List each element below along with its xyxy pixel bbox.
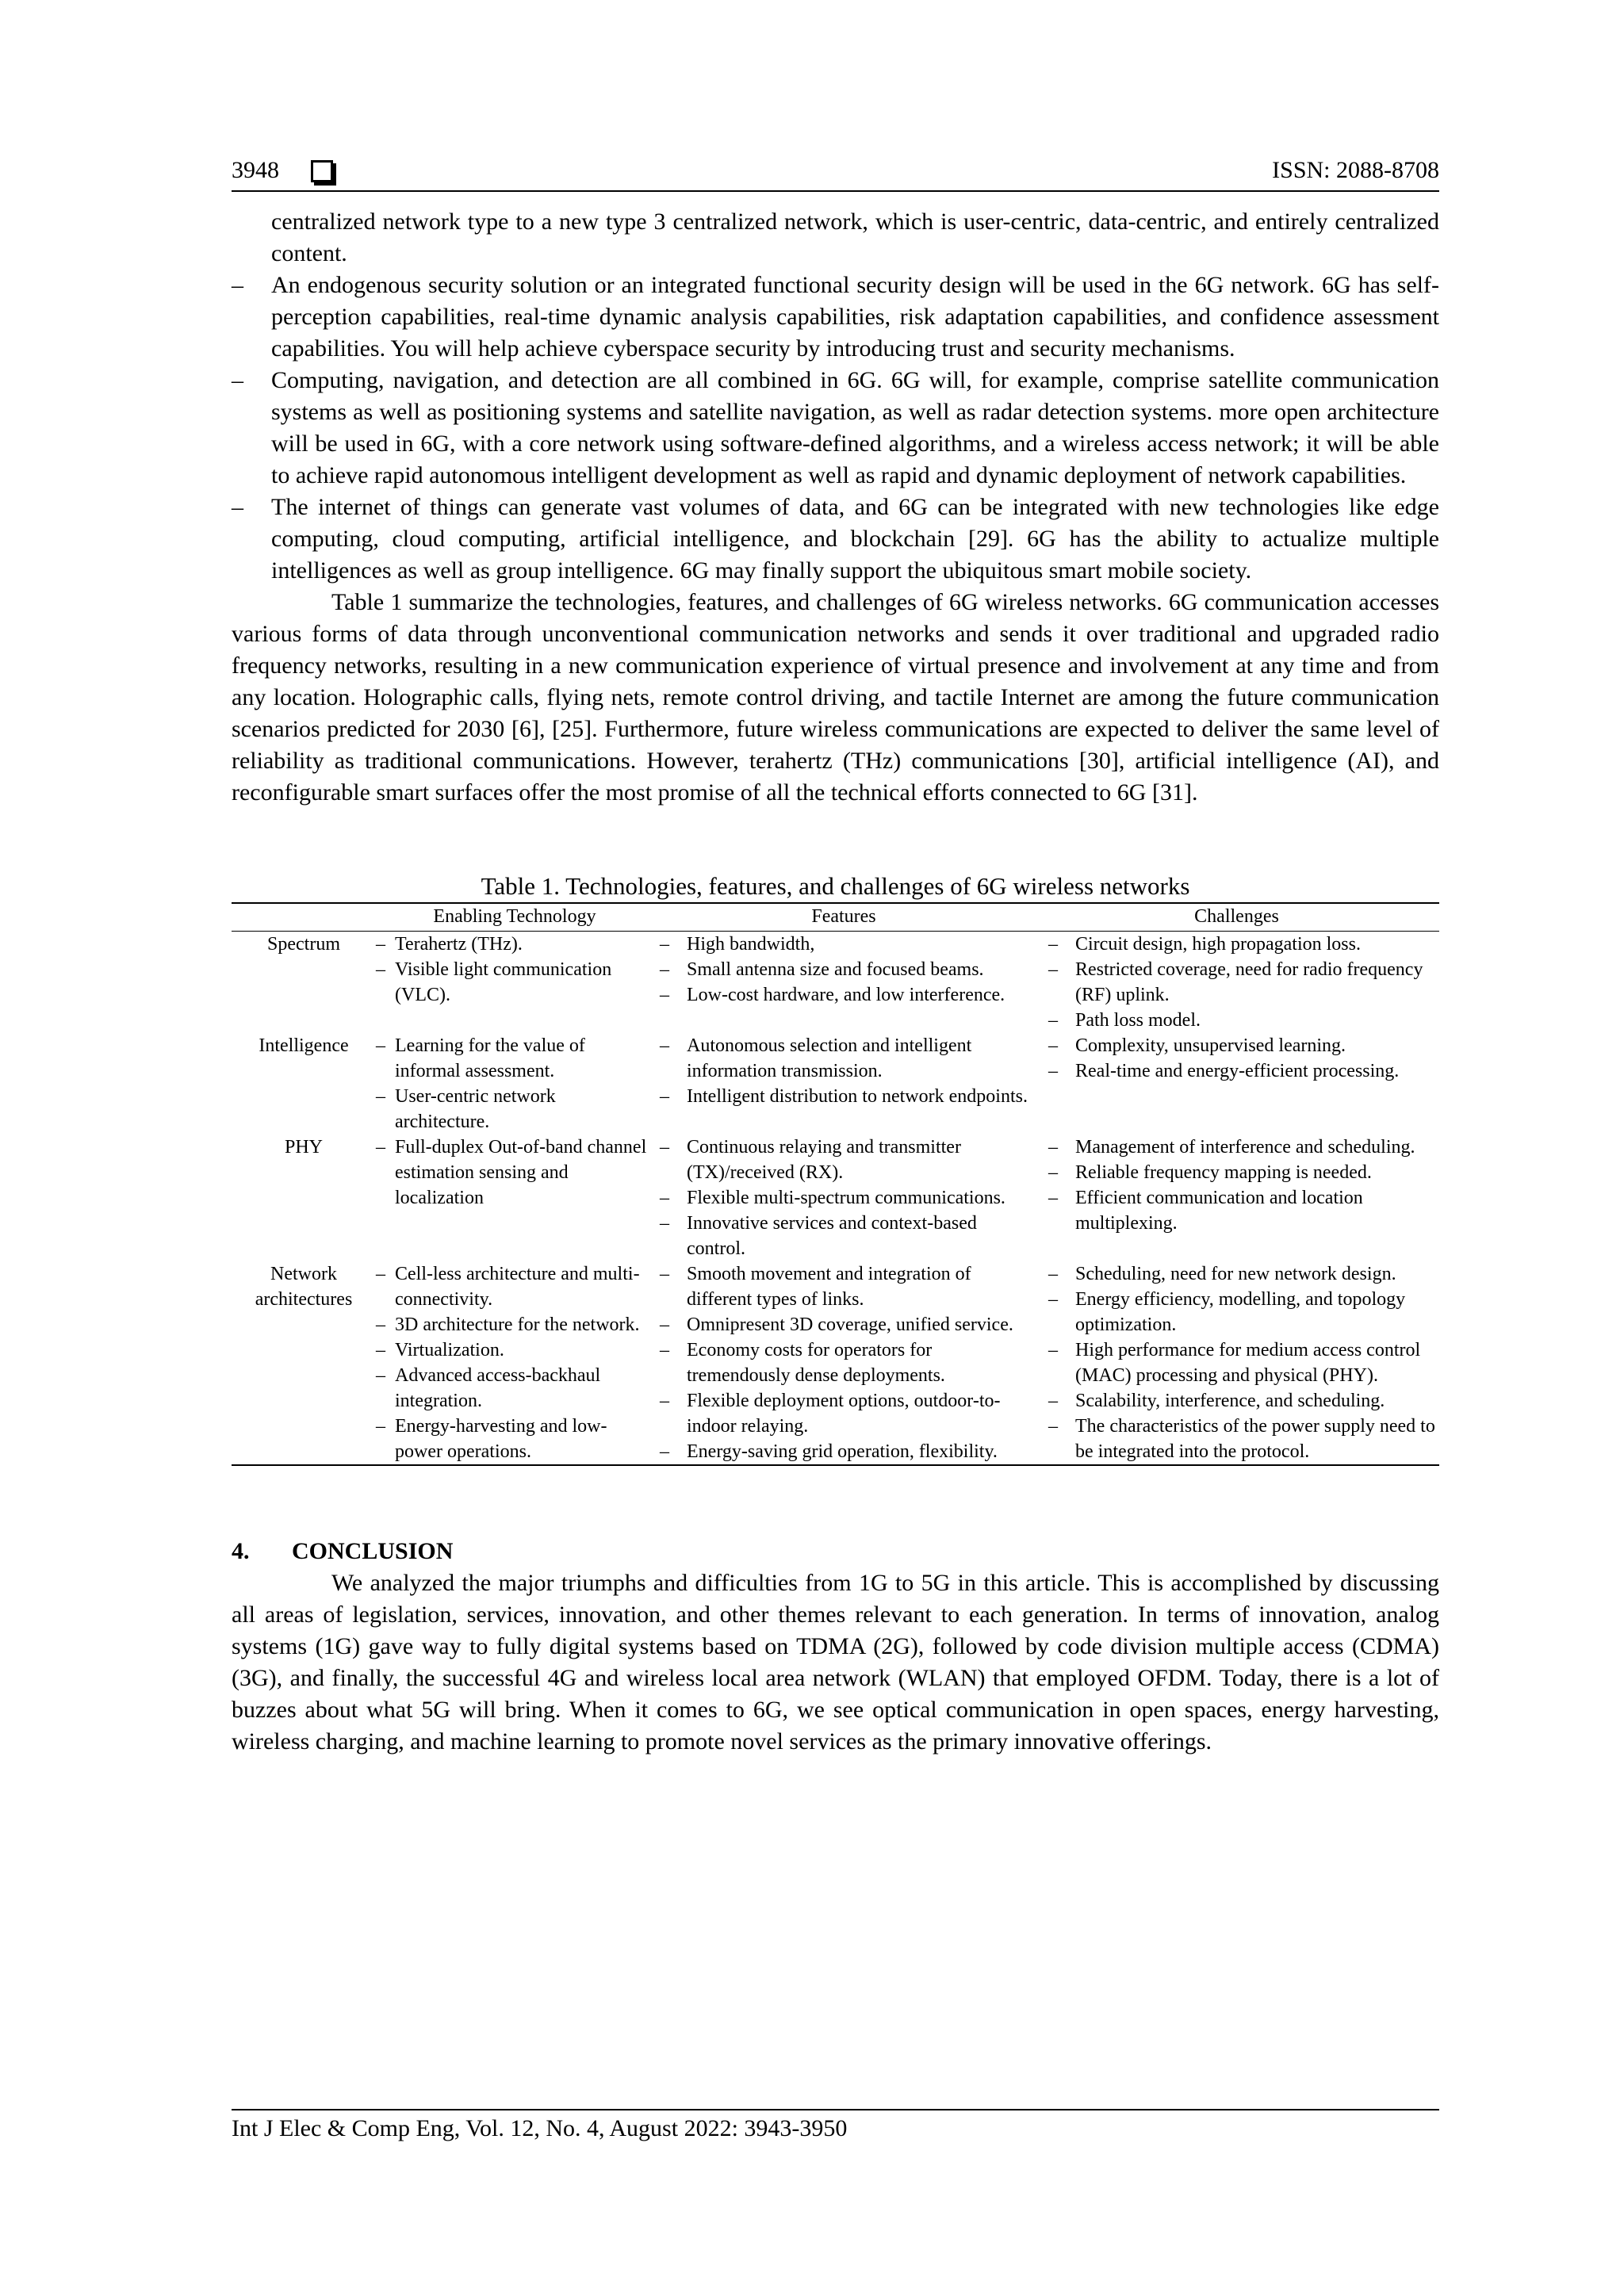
table-header-cell: Challenges	[1034, 903, 1439, 932]
challenge-item: – Restricted coverage, need for radio frequency (RF) uplink.	[1048, 957, 1439, 1008]
tech-item: – User-centric network architecture.	[376, 1084, 653, 1135]
feature-item: – Innovative services and context-based control.	[660, 1211, 1034, 1261]
tech-item: – Virtualization.	[376, 1337, 653, 1363]
tech-item: – Full-duplex Out-of-band channel estimation sensing and localization	[376, 1135, 653, 1211]
body-paragraph: Table 1 summarize the technologies, features, and challenges of 6G wireless networks. 6G communication accesses various forms of data through unconventional communication networks and sends it over traditional and upgraded radio frequency networks, resulting in a new communication experience of virtual presence and involvement at any time and from any location. Holographic calls, flying nets, remote control driving, and tactile Internet are among the future communication scenarios predicted for 2030 [6], [25]. Furthermore, future wireless communications are expected to deliver the same level of reliability as traditional communications. However, terahertz (THz) communications [30], artificial intelligence (AI), and reconfigurable smart surfaces offer the most promise of all the technical efforts connected to 6G [31].	[232, 589, 1439, 806]
feature-item: – Intelligent distribution to network endpoints.	[660, 1084, 1034, 1109]
challenge-item: – Circuit design, high propagation loss.	[1048, 932, 1439, 957]
issn: ISSN: 2088-8708	[1272, 157, 1439, 183]
tech-item: – Energy-harvesting and low-power operations.	[376, 1414, 653, 1464]
section-title: CONCLUSION	[292, 1538, 454, 1564]
page-number: 3948	[232, 157, 279, 183]
page-footer	[232, 2109, 1439, 2142]
challenge-item: – Scalability, interference, and scheduling.	[1048, 1388, 1439, 1414]
row-category: Network architectures	[255, 1264, 353, 1310]
feature-item: – Omnipresent 3D coverage, unified service.	[660, 1312, 1034, 1337]
table-header-cell: Features	[653, 903, 1034, 932]
tech-item: – Terahertz (THz).	[376, 932, 653, 957]
feature-item: – Low-cost hardware, and low interference.	[660, 982, 1034, 1008]
challenge-item: – High performance for medium access control (MAC) processing and physical (PHY).	[1048, 1337, 1439, 1388]
table-row	[232, 1261, 1439, 1465]
checkbox-square-icon	[311, 160, 333, 182]
page-header	[232, 157, 1439, 192]
tech-item: – Cell-less architecture and multi-connectivity.	[376, 1261, 653, 1312]
row-category: Spectrum	[267, 934, 340, 955]
table-caption: Table 1. Technologies, features, and challenges of 6G wireless networks	[481, 872, 1190, 900]
feature-item: – High bandwidth,	[660, 932, 1034, 957]
challenge-item: – Scheduling, need for new network design.	[1048, 1261, 1439, 1287]
feature-item: – Energy-saving grid operation, flexibility.	[660, 1439, 1034, 1464]
feature-item: – Autonomous selection and intelligent information transmission.	[660, 1033, 1034, 1084]
feature-item: – Flexible multi-spectrum communications.	[660, 1185, 1034, 1211]
table-header-cell: Enabling Technology	[376, 903, 653, 932]
tech-item: – Visible light communication (VLC).	[376, 957, 653, 1008]
section-number: 4.	[232, 1538, 250, 1564]
continued-bullet: centralized network type to a new type 3 centralized network, which is user-centric, data-centric, and entirely centralized content.	[271, 209, 1439, 266]
table-6g	[232, 902, 1439, 1466]
table-row	[232, 932, 1439, 1034]
tech-item: – Learning for the value of informal assessment.	[376, 1033, 653, 1084]
bullet-item: – An endogenous security solution or an integrated functional security design will be used in the 6G network. 6G has self-perception capabilities, real-time dynamic analysis capabilities, risk adaptation capabilities, and confidence assessment capabilities. You will help achieve cyberspace security by introducing trust and security mechanisms.	[232, 270, 1439, 365]
table-header-row	[232, 903, 1439, 932]
tech-item: – 3D architecture for the network.	[376, 1312, 653, 1337]
conclusion-paragraph: We analyzed the major triumphs and difficulties from 1G to 5G in this article. This is accomplished by discussing all areas of legislation, services, innovation, and other themes relevant to each generation. In terms of innovation, analog systems (1G) gave way to fully digital systems based on TDMA (2G), followed by code division multiple access (CDMA) (3G), and finally, the successful 4G and wireless local area network (WLAN) that employed OFDM. Today, there is a lot of buzzes about what 5G will bring. When it comes to 6G, we see optical communication in open spaces, energy harvesting, wireless charging, and machine learning to promote novel services as the primary innovative offerings.	[232, 1570, 1439, 1755]
table-row	[232, 1033, 1439, 1135]
feature-item: – Smooth movement and integration of different types of links.	[660, 1261, 1034, 1312]
journal-citation: Int J Elec & Comp Eng, Vol. 12, No. 4, August 2022: 3943-3950	[232, 2115, 848, 2141]
row-category: Intelligence	[259, 1035, 349, 1056]
bullet-item: – The internet of things can generate vast volumes of data, and 6G can be integrated with new technologies like edge computing, cloud computing, artificial intelligence, and blockchain [29]. 6G has the ability to actualize multiple intelligences as well as group intelligence. 6G may finally support the ubiquitous smart mobile society.	[232, 492, 1439, 587]
challenge-item: – Reliable frequency mapping is needed.	[1048, 1160, 1439, 1185]
challenge-item: – Real-time and energy-efficient processing.	[1048, 1058, 1439, 1084]
challenge-item: – Efficient communication and location multiplexing.	[1048, 1185, 1439, 1236]
tech-item: – Advanced access-backhaul integration.	[376, 1363, 653, 1414]
challenge-item: – Management of interference and scheduling.	[1048, 1135, 1439, 1160]
challenge-item: – Energy efficiency, modelling, and topology optimization.	[1048, 1287, 1439, 1337]
bullet-list	[232, 270, 1439, 587]
feature-item: – Continuous relaying and transmitter (TX)/received (RX).	[660, 1135, 1034, 1185]
bullet-item: – Computing, navigation, and detection are all combined in 6G. 6G will, for example, comprise satellite communication systems as well as positioning systems and satellite navigation, as well as radar detection systems. more open architecture will be used in 6G, with a core network using software-defined algorithms, and a wireless access network; it will be able to achieve rapid autonomous intelligent development as well as rapid and dynamic deployment of network capabilities.	[232, 365, 1439, 492]
feature-item: – Flexible deployment options, outdoor-to-indoor relaying.	[660, 1388, 1034, 1439]
feature-item: – Economy costs for operators for tremendously dense deployments.	[660, 1337, 1034, 1388]
table-row	[232, 1135, 1439, 1261]
challenge-item: – The characteristics of the power supply need to be integrated into the protocol.	[1048, 1414, 1439, 1464]
table-header-cell	[232, 903, 376, 932]
page-content	[232, 157, 1439, 1758]
challenge-item: – Complexity, unsupervised learning.	[1048, 1033, 1439, 1058]
feature-item: – Small antenna size and focused beams.	[660, 957, 1034, 982]
row-category: PHY	[284, 1137, 323, 1158]
section-heading	[232, 1536, 1439, 1567]
body-text	[232, 206, 1439, 809]
challenge-item: – Path loss model.	[1048, 1008, 1439, 1033]
